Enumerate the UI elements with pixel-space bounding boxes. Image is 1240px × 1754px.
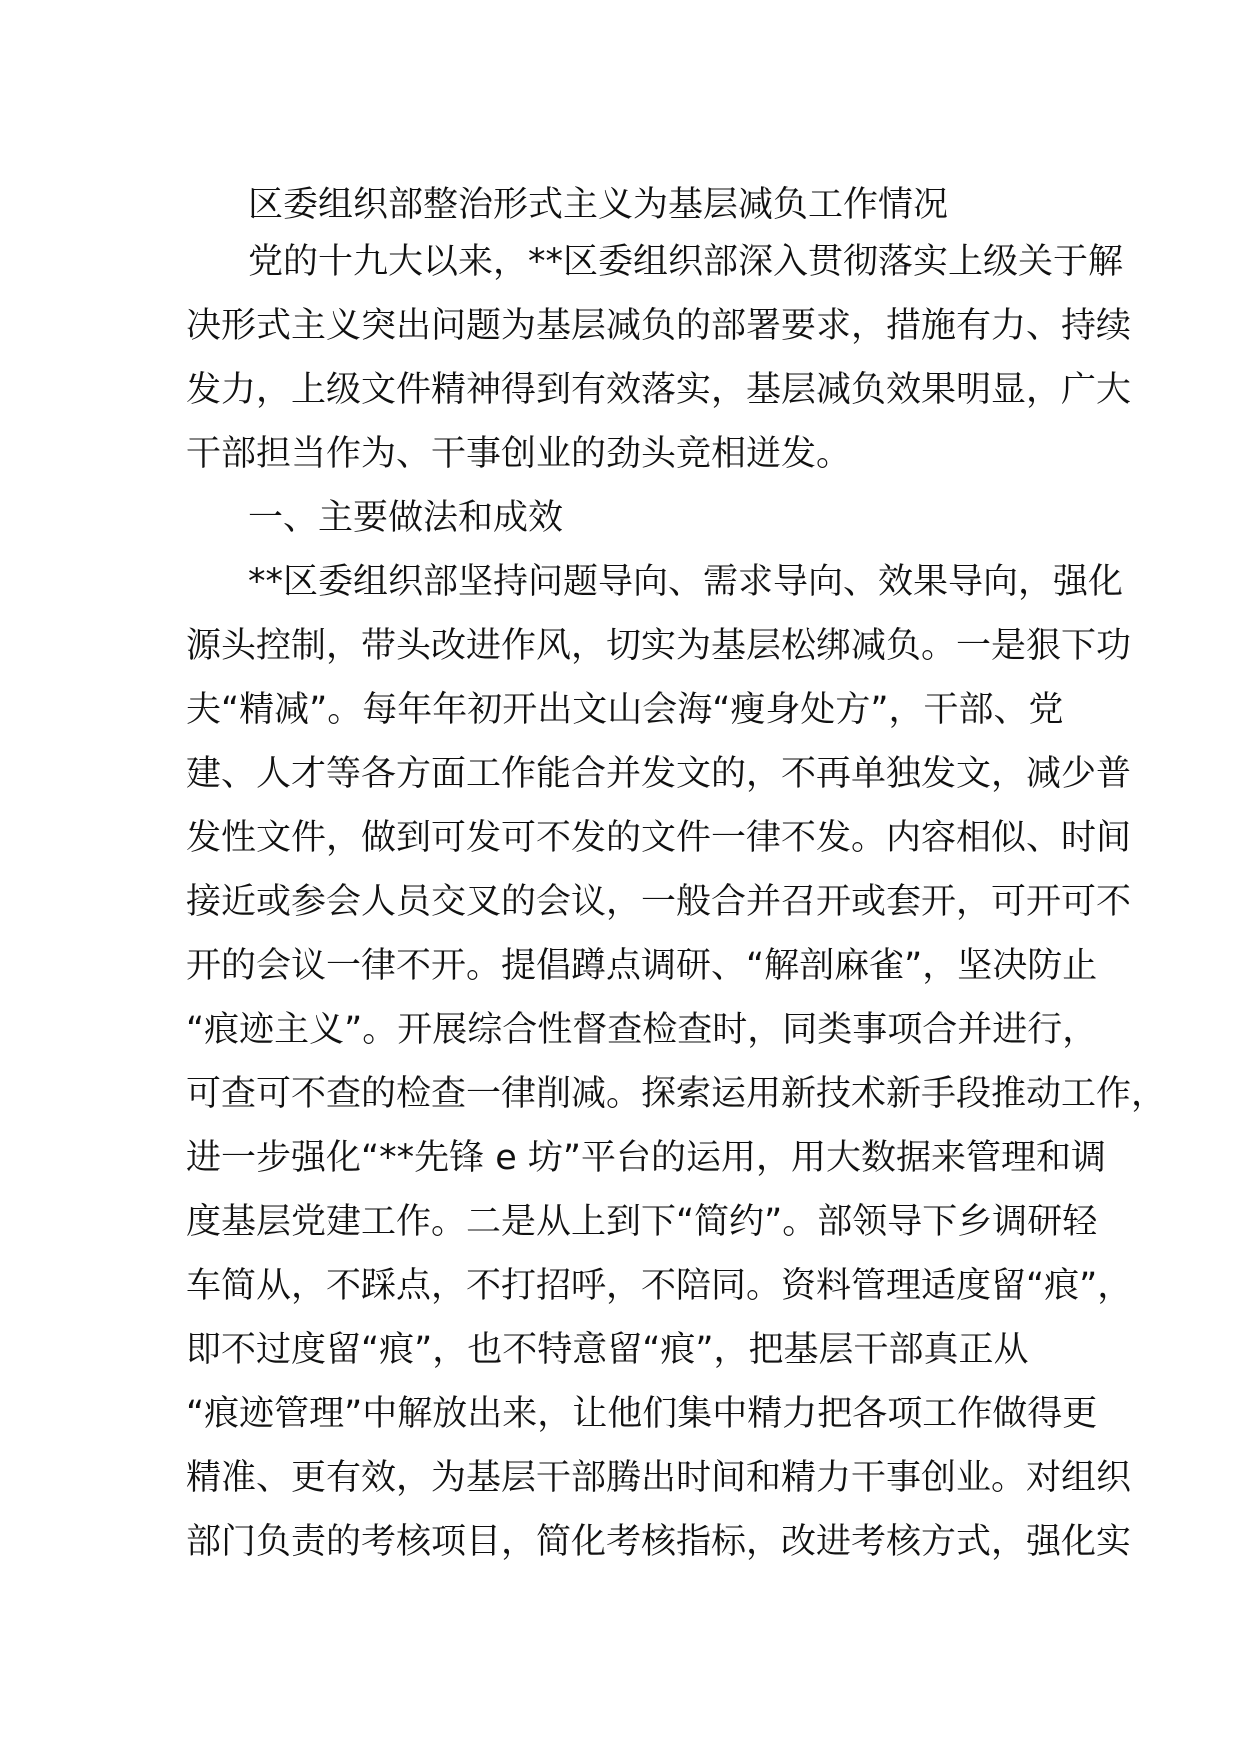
- body-line-10: 进一步强化“**先锋 e 坊”平台的运用，用大数据来管理和调: [186, 1138, 1107, 1178]
- intro-line-2: 决形式主义突出问题为基层减负的部署要求，措施有力、持续: [186, 306, 1132, 346]
- intro-line-4: 干部担当作为、干事创业的劲头竞相迸发。: [186, 434, 852, 474]
- body-line-4: 建、人才等各方面工作能合并发文的，不再单独发文，减少普: [186, 754, 1132, 794]
- body-line-7: 开的会议一律不开。提倡蹲点调研、“解剖麻雀”，坚决防止: [186, 946, 1098, 986]
- section-heading: 一、主要做法和成效: [248, 498, 564, 538]
- body-line-11: 度基层党建工作。二是从上到下“简约”。部领导下乡调研轻: [186, 1202, 1098, 1242]
- body-line-8: “痕迹主义”。开展综合性督查检查时，同类事项合并进行，: [186, 1010, 1098, 1050]
- intro-line-1: 党的十九大以来，**区委组织部深入贯彻落实上级关于解: [248, 242, 1124, 282]
- body-line-14: “痕迹管理”中解放出来，让他们集中精力把各项工作做得更: [186, 1394, 1098, 1434]
- body-line-13: 即不过度留“痕”，也不特意留“痕”，把基层干部真正从: [186, 1330, 1029, 1370]
- document-title: 区委组织部整治形式主义为基层减负工作情况: [248, 185, 949, 225]
- body-line-12: 车简从，不踩点，不打招呼，不陪同。资料管理适度留“痕”，: [186, 1266, 1133, 1306]
- body-line-2: 源头控制，带头改进作风，切实为基层松绑减负。一是狠下功: [186, 626, 1132, 666]
- body-line-15: 精准、更有效，为基层干部腾出时间和精力干事创业。对组织: [186, 1458, 1132, 1498]
- body-line-5: 发性文件，做到可发可不发的文件一律不发。内容相似、时间: [186, 818, 1132, 858]
- intro-line-3: 发力，上级文件精神得到有效落实，基层减负效果明显，广大: [186, 370, 1132, 410]
- body-line-9: 可查可不查的检查一律削减。探索运用新技术新手段推动工作，: [186, 1074, 1167, 1114]
- body-line-1: **区委组织部坚持问题导向、需求导向、效果导向，强化: [248, 562, 1124, 602]
- body-line-3: 夫“精减”。每年年初开出文山会海“瘦身处方”，干部、党: [186, 690, 1064, 730]
- body-line-6: 接近或参会人员交叉的会议，一般合并召开或套开，可开可不: [186, 882, 1132, 922]
- body-line-16: 部门负责的考核项目，简化考核指标，改进考核方式，强化实: [186, 1522, 1132, 1562]
